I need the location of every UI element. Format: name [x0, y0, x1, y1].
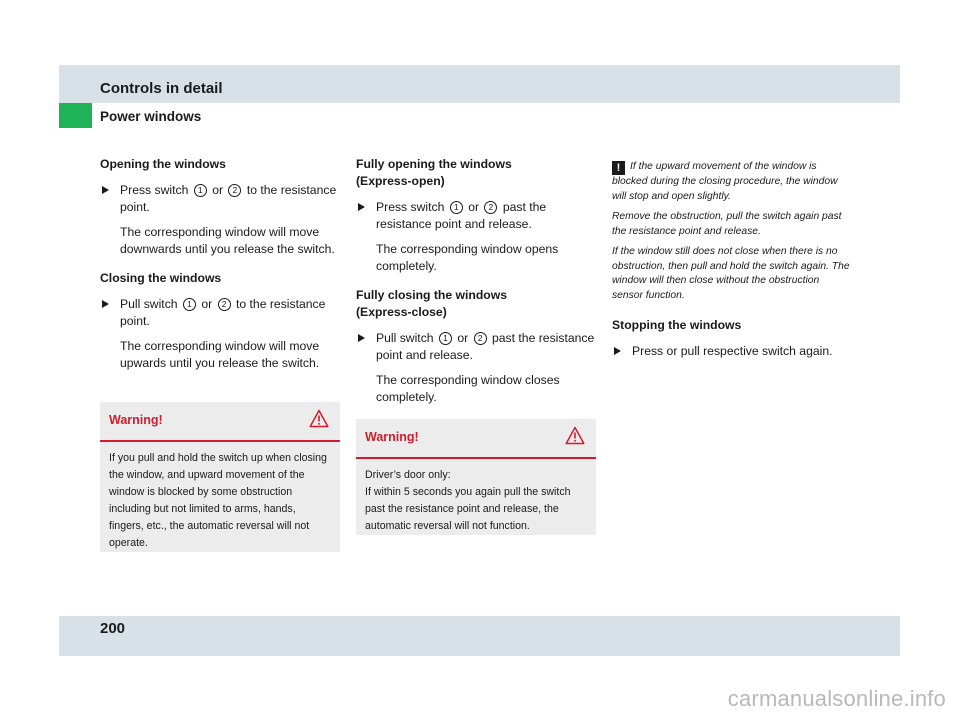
warning-box-reversal	[100, 402, 340, 552]
stop-step	[612, 343, 852, 360]
step-text: past the resistance point and release.	[376, 331, 595, 362]
column-right	[612, 160, 852, 368]
closing-step	[100, 296, 340, 330]
warning-text: If you pull and hold the switch up when closing the window, and upward movement of the window is blocked by some obstruction including but not limited to arms, hands, fingers, etc., the automatic reversal will not operate.	[109, 452, 327, 549]
switch-1-icon: 1	[439, 332, 452, 345]
warning-title: Warning!	[109, 413, 163, 427]
step-text: Press switch	[376, 200, 445, 214]
opening-result: The corresponding window will move downwards until you release the switch.	[120, 225, 335, 256]
step-text: or	[212, 183, 224, 197]
step-text: or	[457, 331, 469, 345]
warning-text	[356, 459, 596, 535]
play-arrow-icon	[614, 347, 621, 355]
step-text: to the resistance point.	[120, 183, 337, 214]
step-text: to the resistance point.	[120, 297, 326, 328]
section-color-tab	[59, 103, 92, 128]
opening-heading: Opening the windows	[100, 157, 226, 171]
switch-2-icon: 2	[484, 201, 497, 214]
step-text: Press or pull respective switch again.	[632, 344, 833, 358]
warning-box-drivers-door	[356, 419, 596, 535]
closing-heading: Closing the windows	[100, 271, 222, 285]
footer-band	[59, 616, 900, 656]
warning-triangle-icon	[309, 409, 329, 428]
switch-2-icon: 2	[474, 332, 487, 345]
heading-line: (Express-open)	[356, 174, 445, 188]
switch-2-icon: 2	[218, 298, 231, 311]
exclamation-icon: !	[612, 161, 625, 175]
heading-line: Fully closing the windows	[356, 288, 507, 302]
column-middle	[356, 156, 596, 418]
page-number: 200	[100, 620, 126, 637]
warning-header	[100, 402, 340, 442]
play-arrow-icon	[358, 334, 365, 342]
switch-1-icon: 1	[450, 201, 463, 214]
play-arrow-icon	[358, 203, 365, 211]
warning-header	[356, 419, 596, 459]
subsection-title: Power windows	[100, 109, 202, 124]
watermark: carmanualsonline.info	[727, 686, 946, 711]
play-arrow-icon	[102, 186, 109, 194]
express-close-step	[356, 330, 596, 364]
switch-2-icon: 2	[228, 184, 241, 197]
notice-paragraph: Remove the obstruction, pull the switch again past the resistance point and release.	[612, 211, 842, 237]
express-close-heading	[356, 287, 596, 321]
closing-result: The corresponding window will move upwards until you release the switch.	[120, 339, 320, 370]
step-text: Pull switch	[376, 331, 434, 345]
opening-step	[100, 182, 340, 216]
switch-1-icon: 1	[183, 298, 196, 311]
stop-heading: Stopping the windows	[612, 318, 742, 332]
heading-line: Fully opening the windows	[356, 157, 512, 171]
warning-triangle-icon	[565, 426, 585, 445]
express-open-result: The corresponding window opens completely.	[376, 242, 559, 273]
express-close-result: The corresponding window closes completely.	[376, 373, 560, 404]
section-title: Controls in detail	[100, 80, 223, 97]
column-left	[100, 156, 340, 384]
express-open-step	[356, 199, 596, 233]
heading-line: (Express-close)	[356, 305, 447, 319]
notice-paragraph: If the window still does not close when there is no obstruction, then pull and hold the switch again. The window will then close without the obstruction sensor function.	[612, 246, 850, 301]
step-text: Press switch	[120, 183, 189, 197]
step-text: past the resistance point and release.	[376, 200, 547, 231]
warning-line: If within 5 seconds you again pull the switch past the resistance point and release, the automatic reversal will not function.	[365, 486, 571, 532]
switch-1-icon: 1	[194, 184, 207, 197]
step-text: or	[201, 297, 213, 311]
step-text: or	[468, 200, 480, 214]
notice-text: If the upward movement of the window is blocked during the closing procedure, the window will stop and open slightly.	[612, 161, 838, 202]
notice-paragraph	[612, 160, 852, 204]
warning-line: Driver’s door only:	[365, 469, 451, 481]
express-open-heading	[356, 156, 596, 190]
play-arrow-icon	[102, 300, 109, 308]
step-text: Pull switch	[120, 297, 178, 311]
warning-title: Warning!	[365, 430, 419, 444]
